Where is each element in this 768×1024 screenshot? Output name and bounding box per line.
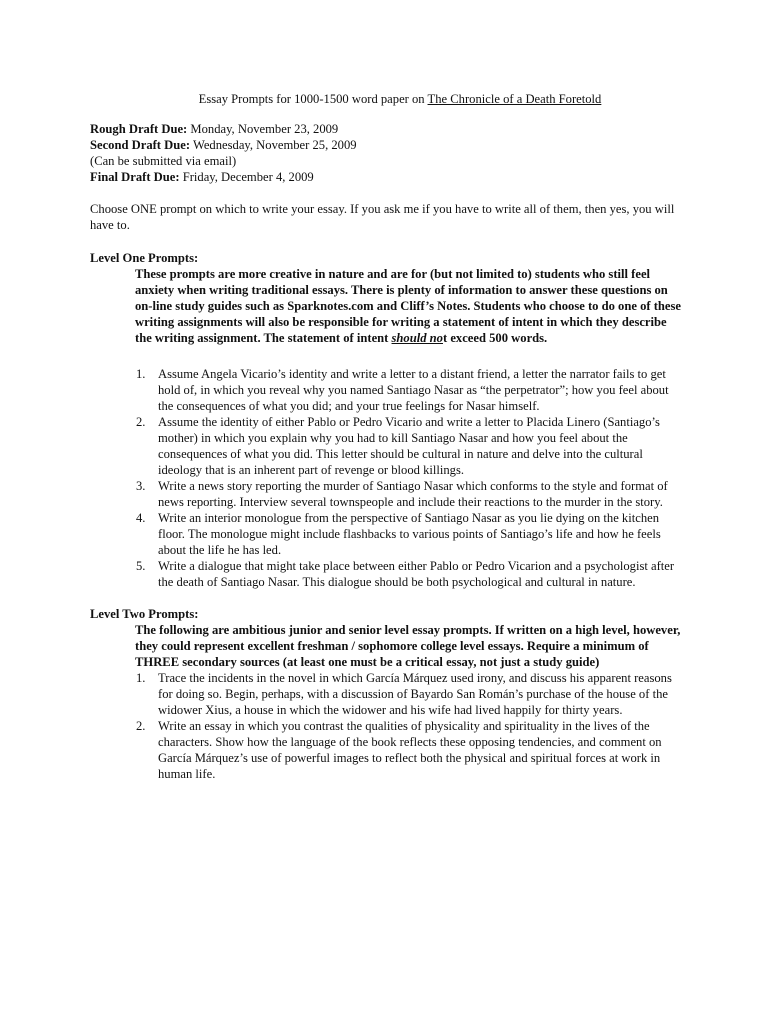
rough-draft-date: Monday, November 23, 2009 [187, 122, 339, 136]
level-two-heading: Level Two Prompts: [90, 607, 199, 621]
prompt-number: 4. [136, 511, 146, 525]
level-one-heading: Level One Prompts: [90, 251, 199, 265]
document-title [90, 91, 692, 107]
list-item [136, 366, 682, 414]
prompt-number: 5. [136, 559, 146, 573]
prompt-text: Write a news story reporting the murder of Santiago Nasar which conforms to the style and format of news reporting. Interview several townspeople and include their reactions to the murder in the story. [158, 479, 668, 509]
second-draft-line [90, 137, 692, 153]
prompt-number: 3. [136, 479, 146, 493]
prompt-number: 1. [136, 367, 146, 381]
rough-draft-line [90, 121, 692, 137]
due-dates [90, 121, 692, 185]
level-one-section [90, 250, 692, 590]
prompt-text: Write a dialogue that might take place between either Pablo or Pedro Vicarion and a psychologist after the death of Santiago Nasar. This dialogue should be both psychological and cultural in nature. [158, 559, 675, 589]
prompt-text: Assume the identity of either Pablo or Pedro Vicario and write a letter to Placida Linero (Santiago’s mother) in which you explain why you had to kill Santiago Nasar and how you feel about the consequences of what you did. This letter should be cultural in nature and delve into the cultural ideology that is an inherent part of revenge or blood killings. [158, 415, 660, 477]
book-title: The Chronicle of a Death Foretold [427, 92, 602, 106]
prompt-text: Write an essay in which you contrast the qualities of physicality and spirituality in the lives of the characters. Show how the language of the book reflects these opposing tendencies, and comment on García Márquez’s use of powerful images to reflect both the physical and spiritual forces at work in human life. [158, 719, 662, 781]
prompt-text: Assume Angela Vicario’s identity and write a letter to a distant friend, a letter the narrator fails to get hold of, in which you reveal why you named Santiago Nasar as “the perpetrator”; how you feel about the consequences of what you did; and your true feelings for Nasar himself. [158, 367, 669, 413]
prompt-number: 2. [136, 719, 146, 733]
level-one-intro [135, 266, 684, 346]
final-draft-label: Final Draft Due: [90, 170, 180, 184]
second-draft-label: Second Draft Due: [90, 138, 191, 152]
level-two-section [90, 606, 692, 782]
instructions-paragraph: Choose ONE prompt on which to write your essay. If you ask me if you have to write all of them, then yes, you will have to. [90, 202, 675, 232]
rough-draft-label: Rough Draft Due: [90, 122, 188, 136]
list-item [136, 478, 682, 510]
level-two-intro: The following are ambitious junior and senior level essay prompts. If written on a high level, however, they could represent excellent freshman / sophomore college level essays. Require a minimum of THREE secondary sources (at least one must be a critical essay, not just a study guide) [135, 623, 681, 669]
list-item [136, 414, 682, 478]
title-prefix: Essay Prompts for 1000-1500 word paper on [198, 92, 428, 106]
list-item [136, 510, 682, 558]
second-draft-note: (Can be submitted via email) [90, 154, 237, 168]
second-draft-date: Wednesday, November 25, 2009 [190, 138, 357, 152]
final-draft-line [90, 169, 692, 185]
level-one-intro-emphasis: should no [391, 331, 443, 345]
prompt-number: 1. [136, 671, 146, 685]
level-one-intro-text: These prompts are more creative in nature and are for (but not limited to) students who still feel anxiety when writing traditional essays. There is plenty of information to answer these questions on on-line study guides such as Sparknotes.com and Cliff’s Notes. Students who choose to do one of these writing assignments will also be responsible for writing a statement of intent in which they describe the writing assignment. The statement of intent [135, 267, 682, 345]
level-one-prompt-list [90, 366, 692, 590]
list-item [136, 558, 682, 590]
final-draft-date: Friday, December 4, 2009 [179, 170, 314, 184]
level-one-intro-end: t exceed 500 words. [442, 331, 548, 345]
prompt-text: Trace the incidents in the novel in which García Márquez used irony, and discuss his apparent reasons for doing so. Begin, perhaps, with a discussion of Bayardo San Román’s purchase of the house of the widower Xius, a house in which the widower and his wife had lived happily for thirty years. [158, 671, 672, 717]
prompt-number: 2. [136, 415, 146, 429]
list-item [136, 670, 682, 718]
prompt-text: Write an interior monologue from the perspective of Santiago Nasar as you lie dying on the kitchen floor. The monologue might include flashbacks to various points of Santiago’s life and how he feels about the life he has led. [158, 511, 661, 557]
level-two-prompt-list [90, 670, 692, 782]
list-item [136, 718, 682, 782]
